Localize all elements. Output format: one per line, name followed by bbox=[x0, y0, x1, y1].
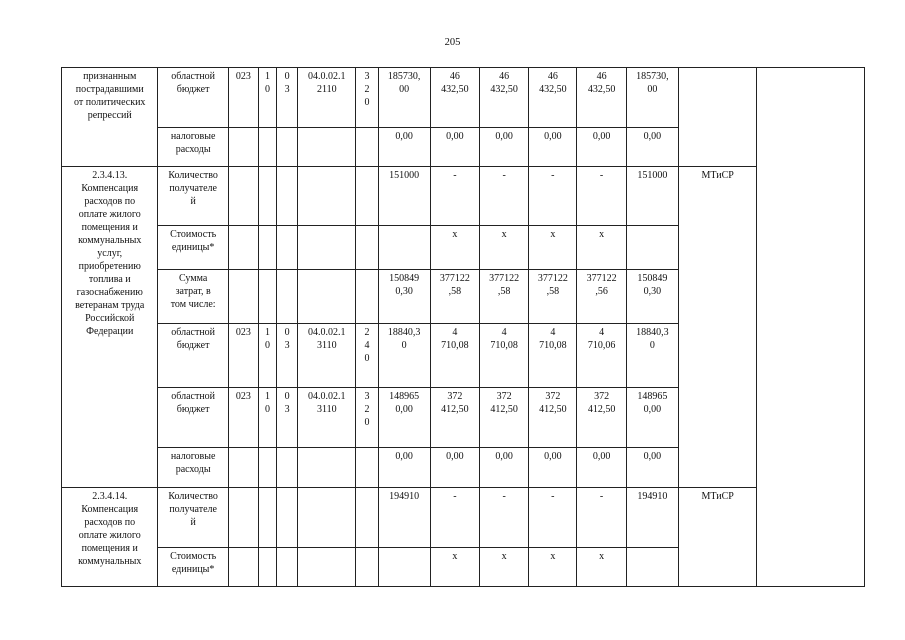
table-cell: x bbox=[529, 547, 577, 586]
table-cell: 372 412,50 bbox=[529, 388, 577, 448]
table-cell: 377122 ,56 bbox=[577, 269, 626, 323]
last-column-cell bbox=[757, 68, 865, 587]
table-cell: 377122 ,58 bbox=[529, 269, 577, 323]
table-cell: 0 3 bbox=[277, 323, 298, 387]
table-cell bbox=[277, 269, 298, 323]
table-cell: 150849 0,30 bbox=[626, 269, 678, 323]
table-cell: 372 412,50 bbox=[577, 388, 626, 448]
table-cell: 023 bbox=[228, 323, 258, 387]
table-cell bbox=[277, 128, 298, 167]
table-cell: - bbox=[577, 487, 626, 547]
table-cell: 4 710,08 bbox=[480, 323, 529, 387]
table-cell: 0,00 bbox=[480, 448, 529, 487]
table-cell: Стоимость единицы* bbox=[158, 226, 228, 270]
table-cell bbox=[258, 269, 276, 323]
table-cell: областной бюджет bbox=[158, 323, 228, 387]
table-cell bbox=[228, 448, 258, 487]
table-cell bbox=[228, 547, 258, 586]
table-cell: 4 710,08 bbox=[430, 323, 479, 387]
table-cell bbox=[298, 547, 356, 586]
table-cell: Стоимость единицы* bbox=[158, 547, 228, 586]
table-cell: 1 0 bbox=[258, 68, 276, 128]
table-cell: 377122 ,58 bbox=[430, 269, 479, 323]
table-cell: 46 432,50 bbox=[529, 68, 577, 128]
table-cell: 4 710,06 bbox=[577, 323, 626, 387]
table-cell bbox=[298, 487, 356, 547]
table-cell: 46 432,50 bbox=[430, 68, 479, 128]
table-cell: - bbox=[529, 487, 577, 547]
table-cell: x bbox=[430, 547, 479, 586]
table-cell bbox=[277, 487, 298, 547]
table-cell: областной бюджет bbox=[158, 388, 228, 448]
table-cell bbox=[258, 547, 276, 586]
table-cell: 0,00 bbox=[378, 128, 430, 167]
table-cell bbox=[356, 128, 378, 167]
table-cell: x bbox=[480, 226, 529, 270]
table-cell: - bbox=[480, 487, 529, 547]
table-cell: 372 412,50 bbox=[480, 388, 529, 448]
table-cell bbox=[258, 448, 276, 487]
table-cell: 0,00 bbox=[529, 128, 577, 167]
table-cell bbox=[228, 128, 258, 167]
table-cell: 372 412,50 bbox=[430, 388, 479, 448]
table-cell: 185730, 00 bbox=[626, 68, 678, 128]
table-cell: 46 432,50 bbox=[480, 68, 529, 128]
table-cell: 150849 0,30 bbox=[378, 269, 430, 323]
table-cell: - bbox=[529, 167, 577, 226]
table-cell bbox=[378, 226, 430, 270]
table-cell: x bbox=[577, 547, 626, 586]
table-cell: 151000 bbox=[626, 167, 678, 226]
table-cell bbox=[277, 547, 298, 586]
table-cell bbox=[356, 269, 378, 323]
table-cell: 148965 0,00 bbox=[378, 388, 430, 448]
table-cell: 04.0.02.1 2110 bbox=[298, 68, 356, 128]
table-cell: - bbox=[430, 487, 479, 547]
table-cell: 023 bbox=[228, 68, 258, 128]
budget-table bbox=[61, 67, 865, 587]
table-cell: 0,00 bbox=[430, 128, 479, 167]
table-cell: 18840,3 0 bbox=[626, 323, 678, 387]
table-row bbox=[62, 487, 865, 547]
table-row bbox=[62, 167, 865, 226]
table-cell: x bbox=[529, 226, 577, 270]
table-cell: 0,00 bbox=[577, 128, 626, 167]
table-cell bbox=[277, 226, 298, 270]
table-cell bbox=[298, 226, 356, 270]
responsible-cell: МТиСР bbox=[678, 487, 756, 587]
table-cell: областной бюджет bbox=[158, 68, 228, 128]
responsible-cell: МТиСР bbox=[678, 167, 756, 487]
table-cell: 185730, 00 bbox=[378, 68, 430, 128]
table-cell: x bbox=[577, 226, 626, 270]
table-cell bbox=[228, 269, 258, 323]
table-cell bbox=[228, 226, 258, 270]
table-cell bbox=[626, 547, 678, 586]
table-cell: Количество получателе й bbox=[158, 487, 228, 547]
table-cell: налоговые расходы bbox=[158, 448, 228, 487]
table-cell: 0,00 bbox=[480, 128, 529, 167]
table-row bbox=[62, 68, 865, 128]
table-cell: - bbox=[430, 167, 479, 226]
table-cell bbox=[356, 547, 378, 586]
table-cell: 4 710,08 bbox=[529, 323, 577, 387]
table-cell: x bbox=[430, 226, 479, 270]
table-cell bbox=[277, 167, 298, 226]
table-cell: 151000 bbox=[378, 167, 430, 226]
table-cell bbox=[258, 167, 276, 226]
table-cell: 377122 ,58 bbox=[480, 269, 529, 323]
measure-name-cell: 2.3.4.14. Компенсация расходов по оплате жилого помещения и коммунальных bbox=[62, 487, 158, 587]
table-cell: 18840,3 0 bbox=[378, 323, 430, 387]
table-cell: 0,00 bbox=[529, 448, 577, 487]
page-number: 205 bbox=[444, 37, 461, 48]
table-cell bbox=[356, 226, 378, 270]
table-cell: 3 2 0 bbox=[356, 388, 378, 448]
table-cell: налоговые расходы bbox=[158, 128, 228, 167]
table-cell bbox=[298, 269, 356, 323]
table-cell: 194910 bbox=[378, 487, 430, 547]
table-cell: x bbox=[480, 547, 529, 586]
table-cell bbox=[228, 167, 258, 226]
table-cell bbox=[258, 226, 276, 270]
measure-name-cell: 2.3.4.13. Компенсация расходов по оплате жилого помещения и коммунальных услуг, приобретению топлива и газоснабжению ветеранам труда Российской Федерации bbox=[62, 167, 158, 487]
table-cell: 0,00 bbox=[577, 448, 626, 487]
table-cell: 0,00 bbox=[378, 448, 430, 487]
table-cell: 3 2 0 bbox=[356, 68, 378, 128]
table-cell bbox=[356, 167, 378, 226]
table-cell: 0,00 bbox=[626, 128, 678, 167]
table-cell bbox=[258, 128, 276, 167]
table-cell: 023 bbox=[228, 388, 258, 448]
table-cell: 0,00 bbox=[626, 448, 678, 487]
table-cell bbox=[277, 448, 298, 487]
table-cell bbox=[258, 487, 276, 547]
table-cell bbox=[626, 226, 678, 270]
table-cell: 0 3 bbox=[277, 388, 298, 448]
table-cell: Сумма затрат, в том числе: bbox=[158, 269, 228, 323]
table-cell: 04.0.02.1 3110 bbox=[298, 323, 356, 387]
table-cell bbox=[298, 128, 356, 167]
responsible-cell bbox=[678, 68, 756, 167]
table-cell bbox=[228, 487, 258, 547]
table-cell: 1 0 bbox=[258, 323, 276, 387]
table-cell: 04.0.02.1 3110 bbox=[298, 388, 356, 448]
table-cell: 1 0 bbox=[258, 388, 276, 448]
table-cell: 0 3 bbox=[277, 68, 298, 128]
table-cell: 2 4 0 bbox=[356, 323, 378, 387]
table-cell bbox=[378, 547, 430, 586]
table-cell: 148965 0,00 bbox=[626, 388, 678, 448]
table-cell: Количество получателе й bbox=[158, 167, 228, 226]
table-cell: 46 432,50 bbox=[577, 68, 626, 128]
table-cell: - bbox=[480, 167, 529, 226]
table-cell: 194910 bbox=[626, 487, 678, 547]
table-cell bbox=[298, 167, 356, 226]
measure-name-cell: признанным пострадавшими от политических репрессий bbox=[62, 68, 158, 167]
table-cell: 0,00 bbox=[430, 448, 479, 487]
table-cell bbox=[356, 448, 378, 487]
table-cell bbox=[356, 487, 378, 547]
table-cell: - bbox=[577, 167, 626, 226]
table-cell bbox=[298, 448, 356, 487]
